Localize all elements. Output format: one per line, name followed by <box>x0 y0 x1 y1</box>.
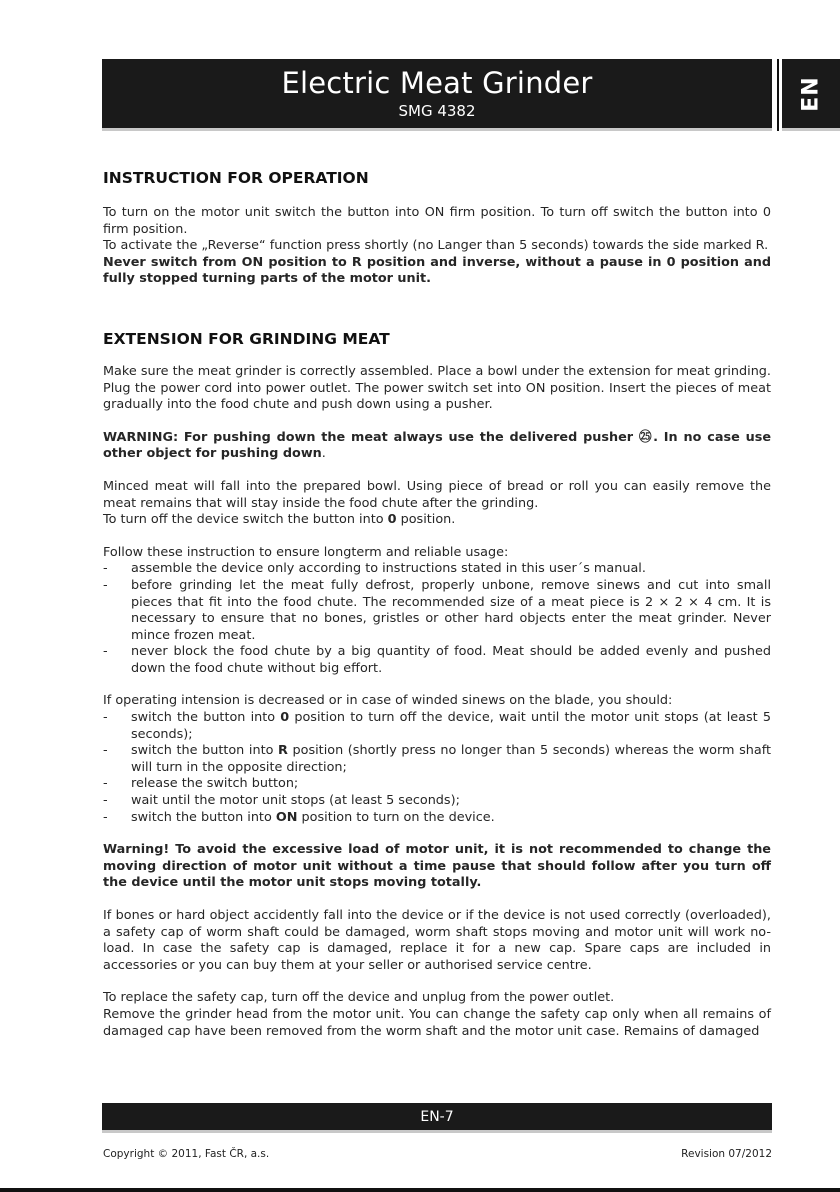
turn-off-paragraph <box>103 512 771 529</box>
pusher-warning-text: WARNING: For pushing down the meat always use the delivered pusher ㉕. In no case use other object for pushing down <box>103 429 771 462</box>
header-banner <box>102 59 772 131</box>
list-item-text: assemble the device only according to instructions stated in this user´s manual. <box>131 561 646 577</box>
list-item: - before grinding let the meat fully defrost, properly unbone, remove sinews and cut into small pieces that fit into the food chute. The recommended size of a meat piece is 2 × 2 × 4 cm. It is necessary to ensure that no bones, gristles or other hard objects enter the meat grinder. Never mince frozen meat. <box>103 577 771 643</box>
list-item: - switch the button into 0 position to turn off the device, wait until the motor unit stops (at least 5 seconds); <box>103 710 771 742</box>
section-heading-extension: EXTENSION FOR GRINDING MEAT <box>103 329 390 348</box>
list-item: - switch the button into R position (shortly press no longer than 5 seconds) whereas the worm shaft will turn in the opposite direction; <box>103 743 771 775</box>
list-item-text: release the switch button; <box>131 776 299 792</box>
list-item: - wait until the motor unit stops (at least 5 seconds); <box>103 793 460 809</box>
switch-position-on: ON <box>275 809 298 825</box>
switch-position-0: 0 <box>280 710 290 726</box>
list-item-text: switch the button into <box>131 710 281 726</box>
usage-list <box>103 561 771 677</box>
operation-paragraph-2: To activate the „Reverse“ function press shortly (no Langer than 5 seconds) towards the side marked R. <box>103 238 769 254</box>
language-tab-label: EN <box>798 75 824 112</box>
turn-off-text: To turn off the device switch the button into <box>103 512 388 528</box>
list-item-text: position (shortly press no longer than 5 seconds) whereas the worm shaft will turn in the opposite direction; <box>131 743 771 775</box>
replace-cap-paragraph-2: Remove the grinder head from the motor unit. You can change the safety cap only when all remains of damaged cap have been removed from the worm shaft and the motor unit case. Remains of damaged <box>103 1006 771 1039</box>
sinews-intro: If operating intension is decreased or in case of winded sinews on the blade, you should: <box>103 693 673 709</box>
language-tab <box>782 59 840 131</box>
list-item: - assemble the device only according to instructions stated in this user´s manual. <box>103 561 646 577</box>
list-item-text: never block the food chute by a big quantity of food. Meat should be added evenly and pushed down the food chute without big effort. <box>131 644 771 676</box>
model-number: SMG 4382 <box>398 102 476 120</box>
operation-paragraph-1: To turn on the motor unit switch the button into ON firm position. To turn off switch the button into 0 firm position. <box>103 205 771 237</box>
list-item-text: position to turn on the device. <box>297 809 495 825</box>
switch-position-r: R <box>278 743 288 759</box>
page-content <box>103 168 771 1040</box>
list-item-text: switch the button into <box>131 743 279 759</box>
list-item: - release the switch button; <box>103 776 299 792</box>
turn-off-position: 0 <box>387 512 397 528</box>
list-item-text: wait until the motor unit stops (at least 5 seconds); <box>131 793 460 809</box>
header-divider <box>777 59 779 131</box>
copyright-notice: Copyright © 2011, Fast ČR, a.s. <box>103 1148 270 1160</box>
list-item: - never block the food chute by a big quantity of food. Meat should be added evenly and pushed down the food chute without big effort. <box>103 644 771 676</box>
replace-cap-paragraph-1: To replace the safety cap, turn off the device and unplug from the power outlet. <box>103 990 615 1006</box>
operation-warning: Never switch from ON position to R position and inverse, without a pause in 0 position and fully stopped turning parts of the motor unit. <box>103 254 771 287</box>
section-heading-operation: INSTRUCTION FOR OPERATION <box>103 169 369 187</box>
extension-paragraph-1: Make sure the meat grinder is correctly assembled. Place a bowl under the extension for meat grinding. Plug the power cord into power outlet. The power switch set into ON position. Insert the pieces of meat gradually into the food chute and push down using a pusher. <box>103 363 771 413</box>
turn-off-text-end: position. <box>396 512 456 528</box>
pusher-warning-end: . <box>321 446 326 462</box>
footer-page-bar <box>102 1103 772 1133</box>
document-title: Electric Meat Grinder <box>281 66 593 100</box>
sinews-list <box>103 710 771 826</box>
bottom-rule <box>0 1188 840 1192</box>
list-item-text: position to turn off the device, wait until the motor unit stops (at least 5 seconds); <box>131 710 771 742</box>
load-warning: Warning! To avoid the excessive load of motor unit, it is not recommended to change the moving direction of motor unit without a time pause that should follow after you turn off the device until the motor unit stops moving totally. <box>103 842 771 891</box>
revision-label: Revision 07/2012 <box>681 1148 772 1160</box>
page-number: EN-7 <box>420 1109 454 1125</box>
minced-meat-paragraph: Minced meat will fall into the prepared bowl. Using piece of bread or roll you can easily remove the meat remains that will stay inside the food chute after the grinding. <box>103 478 771 511</box>
list-item-text: before grinding let the meat fully defrost, properly unbone, remove sinews and cut into small pieces that fit into the food chute. The recommended size of a meat piece is 2 × 2 × 4 cm. It is necessary to ensure that no bones, gristles or other hard objects enter the meat grinder. Never mince frozen meat. <box>131 577 771 643</box>
list-item: - switch the button into ON position to turn on the device. <box>103 809 495 825</box>
safety-cap-paragraph: If bones or hard object accidently fall into the device or if the device is not used correctly (overloaded), a safety cap of worm shaft could be damaged, worm shaft stops moving and motor unit will work no-load. In case the safety cap is damaged, replace it for a new cap. Spare caps are included in accessories or you can buy them at your seller or authorised service centre. <box>103 908 771 973</box>
usage-intro: Follow these instruction to ensure longterm and reliable usage: <box>103 544 509 560</box>
list-item-text: switch the button into <box>131 809 276 825</box>
pusher-warning <box>103 430 771 463</box>
